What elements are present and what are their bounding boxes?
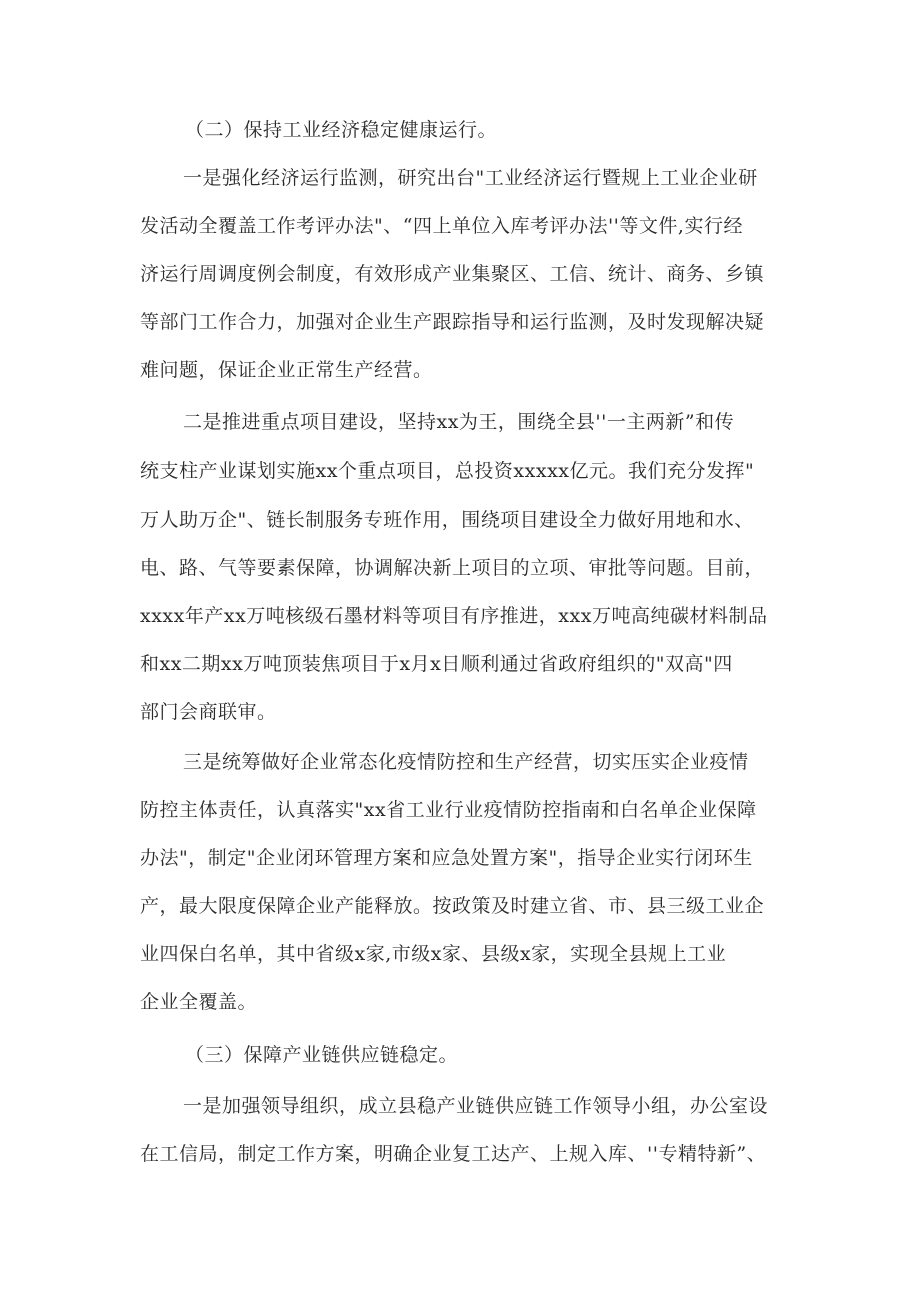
paragraph-line: 发活动全覆盖工作考评办法"、“四上单位入库考评办法''等文件,实行经 (140, 215, 743, 237)
paragraph-line: 二是推进重点项目建设，坚持xx为王，围绕全县''一主两新”和传 (183, 411, 735, 433)
paragraph-line: 企业全覆盖。 (140, 991, 258, 1013)
section-heading-3: （三）保障产业链供应链稳定。 (185, 1044, 459, 1066)
paragraph-line: 电、路、气等要素保障，协调解决新上项目的立项、审批等问题。目前， (140, 557, 765, 579)
paragraph-line: xxxx年产xx万吨核级石墨材料等项目有序推进，xxx万吨高纯碳材料制品 (140, 605, 768, 627)
paragraph-line: 产，最大限度保障企业产能释放。按政策及时建立省、市、县三级工业企 (140, 895, 765, 917)
paragraph-line: 和xx二期xx万吨顶装焦项目于x月x日顺利通过省政府组织的"双高"四 (140, 653, 733, 675)
paragraph-line: 在工信局，制定工作方案，明确企业复工达产、上规入库、''专精特新”、 (140, 1143, 767, 1165)
paragraph-line: 办法"，制定"企业闭环管理方案和应急处置方案"，指导企业实行闭环生 (140, 847, 753, 869)
paragraph-line: 等部门工作合力，加强对企业生产跟踪指导和运行监测，及时发现解决疑 (140, 311, 765, 333)
paragraph-line: 三是统筹做好企业常态化疫情防控和生产经营，切实压实企业疫情 (183, 751, 749, 773)
paragraph-line: 统支柱产业谋划实施xx个重点项目，总投资xxxxx亿元。我们充分发挥" (140, 460, 755, 482)
paragraph-line: 一是加强领导组织，成立县稳产业链供应链工作领导小组，办公室设 (183, 1095, 769, 1117)
paragraph-line: 济运行周调度例会制度，有效形成产业集聚区、工信、统计、商务、乡镇 (140, 263, 765, 285)
paragraph-line: 万人助万企"、链长制服务专班作用，围绕项目建设全力做好用地和水、 (140, 509, 754, 531)
paragraph-line: 一是强化经济运行监测，研究出台"工业经济运行暨规上工业企业研 (183, 167, 758, 189)
paragraph-line: 业四保白名单，其中省级x家,市级x家、县级x家，实现全县规上工业 (140, 943, 727, 965)
section-heading-2: （二）保持工业经济稳定健康运行。 (185, 119, 498, 141)
paragraph-line: 部门会商联审。 (140, 701, 277, 723)
paragraph-line: 防控主体责任，认真落实"xx省工业行业疫情防控指南和白名单企业保障 (140, 799, 757, 821)
paragraph-line: 难问题，保证企业正常生产经营。 (140, 359, 433, 381)
